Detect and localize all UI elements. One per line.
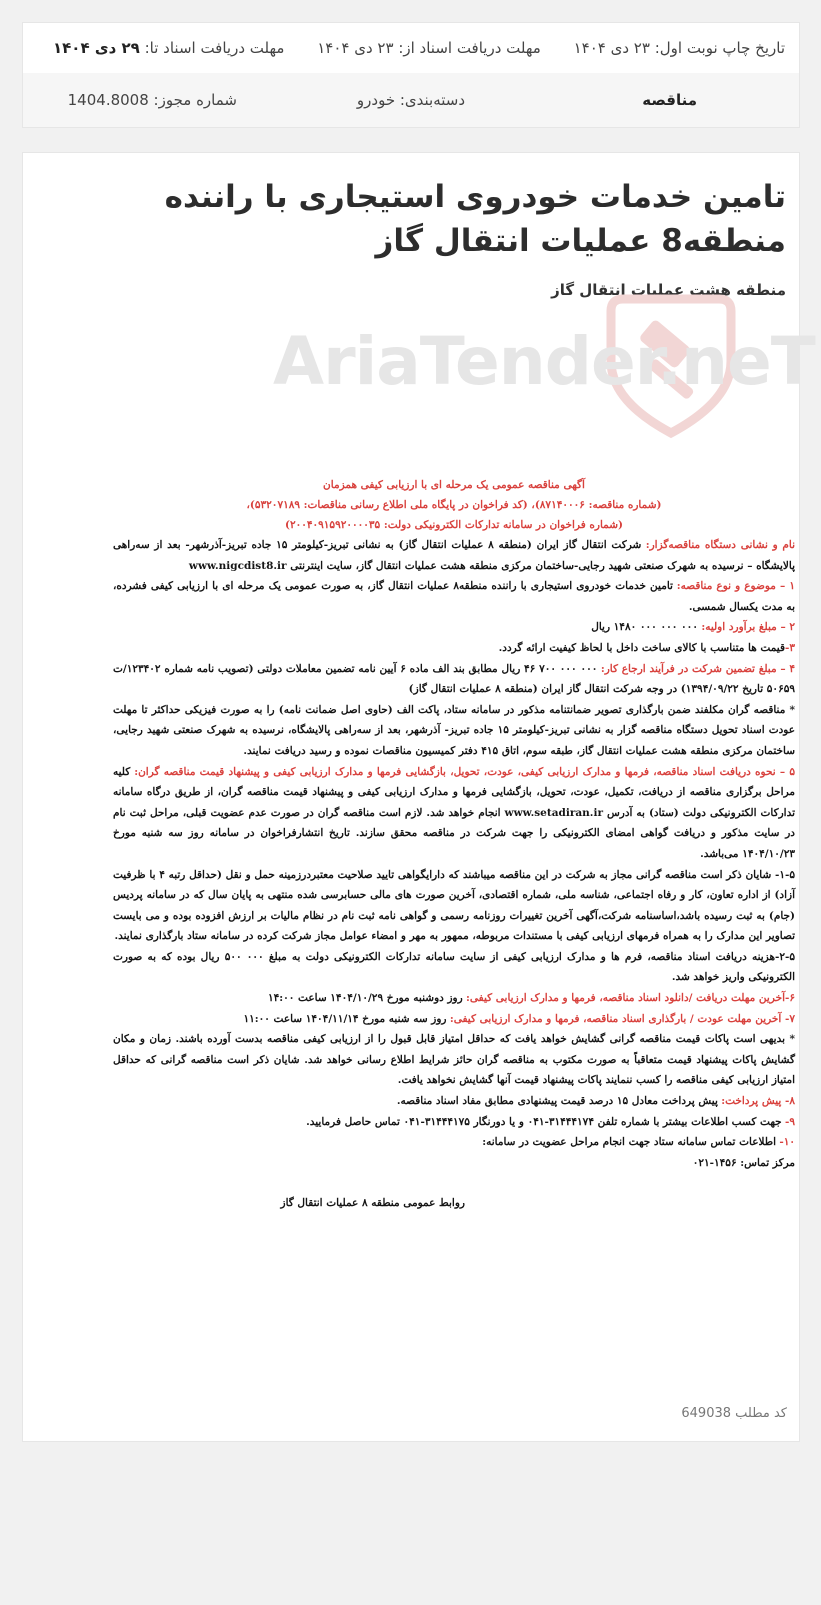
notice-tender-number: (شماره مناقصه: ۸۷۱۴۰۰۰۶)، (کد فراخوان در پایگاه ملی اطلاع رسانی مناقصات: ۵۳۲۰۷۱۸۹)، <box>246 499 662 511</box>
notice-signature: روابط عمومی منطقه ۸ عملیات انتقال گاز <box>280 1197 465 1210</box>
meta-row <box>23 73 799 127</box>
notice-paragraph: ۴ – مبلغ تضمین شرکت در فرآیند ارجاع کار: ۰۰۰ ۰۰۰ ۷۰۰ ۴۶ ریال مطابق بند الف ماده ۶ آیین نامه تضمین معاملات دولتی (تصویب نامه شماره ۱۲۳۴۰۲/ت ۵۰۶۵۹ تاریخ ۱۳۹۴/۰۹/۲۲) در وجه شرکت انتقال گاز ایران (منطقه ۸ عملیات انتقال گاز) <box>113 662 796 696</box>
notice-paragraph: ۱۰- اطلاعات تماس سامانه ستاد جهت انجام مراحل عضویت در سامانه: <box>482 1136 795 1149</box>
notice-paragraph: ۹- جهت کسب اطلاعات بیشتر با شماره تلفن ۳۱۴۴۴۱۷۴-۰۴۱ و یا دورنگار ۳۱۴۴۴۱۷۵-۰۴۱ تماس حاصل فرمایید. <box>306 1115 795 1128</box>
doc-receive-from: مهلت دریافت اسناد از: ۲۳ دی ۱۴۰۴ <box>317 39 541 57</box>
notice-paragraph: نام و نشانی دستگاه مناقصه‌گزار: شرکت انتقال گاز ایران (منطقه ۸ عملیات انتقال گاز) به نشانی تبریز-کیلومتر ۱۵ جاده تبریز-آذرشهر- بعد از سه‌راهی پالایشگاه – نرسیده به شهرک صنعتی شهید رجایی-ساختمان مرکزی منطقه هشت عملیات انتقال گاز، سایت اینترنتی www.nigcdist8.ir <box>113 539 795 572</box>
tender-type: مناقصه <box>642 91 698 109</box>
notice-paragraph: مرکز تماس: ۱۴۵۶-۰۲۱ <box>692 1156 795 1169</box>
notice-paragraph: ۲-۵-هزینه دریافت اسناد مناقصه، فرم ها و مدارک ارزیابی کیفی از سایت سامانه تدارکات الکترونیکی دولت به مبلغ ۰۰۰ ۵۰۰ ریال بوده که به صورت الکترونیکی واریز خواهد شد. <box>113 950 795 984</box>
notice-paragraph: ۲ – مبلغ برآورد اولیه: ۰۰۰ ۰۰۰ ۰۰۰ ۱۴۸۰ ریال <box>591 621 795 634</box>
notice-paragraph: * بدیهی است پاکات قیمت مناقصه گرانی گشایش خواهد یافت که حداقل امتیاز قابل قبول را از ارزیابی کیفی مناقصه بدست آورده باشند. زمان و مکان گشایش پاکات پیشنهاد قیمت متعاقباً به صورت مکتوب به مناقصه گران حائز شرایط اطلاع رسانی خواهد شد. شایان ذکر است مناقصه گرانی که حداقل امتیاز ارزیابی کیفی مناقصه را کسب ننمایند پاکات پیشنهاد قیمت آنها گشایش نخواهد یافت. <box>113 1033 795 1087</box>
notice-paragraph: ۵ – نحوه دریافت اسناد مناقصه، فرمها و مدارک ارزیابی کیفی، عودت، تحویل، بازگشایی فرمها و مدارک ارزیابی کیفی و پیشنهاد قیمت مناقصه گران: کلیه مراحل برگزاری مناقصه از دریافت، تکمیل، عودت، تحویل، بازگشایی فرمها و مدارک ارزیابی کیفی و پیشنهاد قیمت مناقصه گران، از طریق درگاه سامانه تدارکات الکترونیکی دولت (ستاد) به آدرس www.setadiran.ir انجام خواهد شد. لازم است مناقصه گران در صورت عدم عضویت قبلی، مراحل ثبت نام در سایت مذکور و دریافت گواهی امضای الکترونیکی را جهت شرکت در مناقصه محقق سازند. تاریخ انتشارفراخوان در سامانه روز سه شنبه مورخ ۱۴۰۴/۱۰/۲۳ می‌باشد. <box>113 765 796 860</box>
notice-paragraph: ۳-قیمت ها متناسب با کالای ساخت داخل با لحاظ کیفیت ارائه گردد. <box>498 641 795 654</box>
notice-setad-number: (شماره فراخوان در سامانه تدارکات الکترونیکی دولت: ۲۰۰۴۰۹۱۵۹۲۰۰۰۰۳۵) <box>284 519 623 531</box>
tender-info-card <box>22 22 800 128</box>
article-code: کد مطلب 649038 <box>681 1406 787 1421</box>
first-print-date: تاریخ چاپ نوبت اول: ۲۳ دی ۱۴۰۴ <box>573 39 785 57</box>
watermark-text: AriaTender.neT <box>273 323 815 400</box>
notice-paragraph: ۸- پیش پرداخت: پیش پرداخت معادل ۱۵ درصد قیمت پیشنهادی مطابق مفاد اسناد مناقصه. <box>396 1095 795 1108</box>
notice-paragraph: ۱-۵- شایان ذکر است مناقصه گرانی مجاز به شرکت در این مناقصه میباشند که دارایگواهی تایید صلاحیت معتبردرزمینه حمل و نقل (حداقل رتبه ۴ با ظرفیت آزاد) از اداره تعاون، کار و رفاه اجتماعی، شناسه ملی، شماره اقتصادی، آخرین صورت های مالی حسابرسی شده منتهی به پایان سال که در سامانه پردیس (جام) به ثبت رسیده باشد،اساسنامه شرکت،آگهی آخرین تغییرات روزنامه رسمی و گواهی نامه ثبت نام در نظام مالیات بر ارزش افزوده بوده و می بایست تصاویر این مدارک را به همراه فرمهای ارزیابی کیفی با مستندات مربوطه، ممهور به مهر و امضاء عوامل مجاز شرکت کرده در سامانه ستاد بارگذاری نمایند. <box>113 868 795 943</box>
page-title: تامین خدمات خودروی استیجاری با راننده منطقه8 عملیات انتقال گاز <box>164 179 786 259</box>
tender-detail-card <box>22 152 815 1442</box>
tender-category: دسته‌بندی: خودرو <box>356 91 466 109</box>
license-number: شماره مجوز: 1404.8008 <box>67 91 237 109</box>
notice-paragraph: ۷- آخرین مهلت عودت / بارگذاری اسناد مناقصه، فرمها و مدارک ارزیابی کیفی: روز سه شنبه مورخ ۱۴۰۴/۱۱/۱۴ ساعت ۱۱:۰۰ <box>243 1012 795 1025</box>
notice-paragraph: ۱ – موضوع و نوع مناقصه: تامین خدمات خودروی استیجاری با راننده منطقه۸ عملیات انتقال گاز، به صورت عمومی یک مرحله ای با ارزیابی کیفی فشرده، به مدت یکسال شمسی. <box>113 580 795 613</box>
dates-row <box>23 23 799 73</box>
notice-paragraph: * مناقصه گران مکلفند ضمن بارگذاری تصویر ضمانتنامه مذکور در سامانه ستاد، پاکت الف (حاوی اصل ضمانت نامه) را به صورت فیزیکی حداکثر تا مهلت عودت اسناد تحویل دستگاه مناقصه گزار به نشانی تبریز-کیلومتر ۱۵ جاده تبریز- آذرشهر، بعد از سه‌راهی پالایشگاه، نرسیده به شهرک صنعتی شهید رجایی، ساختمان مرکزی منطقه هشت عملیات انتقال گاز، طبقه سوم، اتاق ۴۱۵ دفتر کمیسیون مناقصات نموده و رسید دریافت نمایند. <box>113 703 795 757</box>
tender-notice-scan <box>113 475 795 1214</box>
organization-name: منطقه هشت عملیات انتقال گاز <box>551 281 786 299</box>
notice-paragraph: ۶-آخرین مهلت دریافت /دانلود اسناد مناقصه، فرمها و مدارک ارزیابی کیفی: روز دوشنبه مورخ ۱۴۰۴/۱۰/۲۹ ساعت ۱۴:۰۰ <box>267 992 795 1005</box>
doc-receive-to-value: ۲۹ دی ۱۴۰۴ <box>53 39 140 57</box>
watermark <box>141 291 815 441</box>
doc-receive-to: مهلت دریافت اسناد تا: ۲۹ دی ۱۴۰۴ <box>53 39 285 57</box>
notice-heading: آگهی مناقصه عمومی یک مرحله ای با ارزیابی کیفی همزمان <box>323 479 585 491</box>
